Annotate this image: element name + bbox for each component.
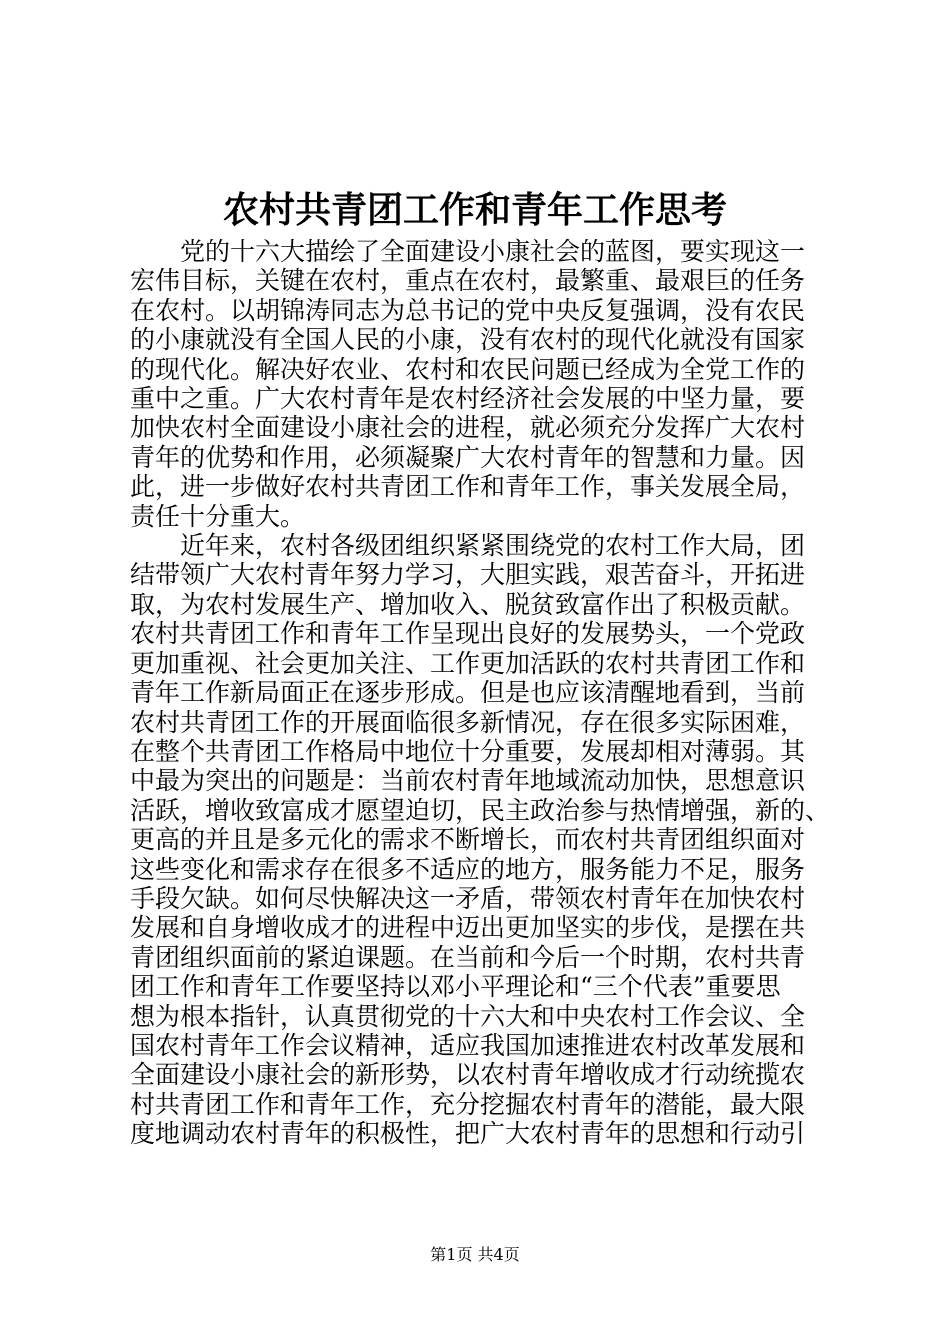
text-line: 的现代化。解决好农业、农村和农民问题已经成为全党工作的	[130, 354, 806, 384]
text-line: 结带领广大农村青年努力学习，大胆实践，艰苦奋斗，开拓进	[130, 560, 806, 590]
text-line: 全面建设小康社会的新形势，以农村青年增收成才行动统揽农	[130, 1060, 806, 1090]
text-line: 青年工作新局面正在逐步形成。但是也应该清醒地看到，当前	[130, 678, 806, 708]
text-line: 中最为突出的问题是：当前农村青年地域流动加快，思想意识	[130, 766, 806, 796]
text-line: 度地调动农村青年的积极性，把广大农村青年的思想和行动引	[130, 1119, 806, 1149]
text-line: 农村共青团工作和青年工作呈现出良好的发展势头，一个党政	[130, 619, 806, 649]
text-line: 活跃，增收致富成才愿望迫切，民主政治参与热情增强，新的、	[130, 795, 831, 825]
text-line: 党的十六大描绘了全面建设小康社会的蓝图，要实现这一	[180, 237, 806, 266]
text-line: 在整个共青团工作格局中地位十分重要，发展却相对薄弱。其	[130, 736, 806, 766]
text-line: 青团组织面前的紧迫课题。在当前和今后一个时期，农村共青	[130, 942, 806, 972]
text-line: 的小康就没有全国人民的小康，没有农村的现代化就没有国家	[130, 325, 806, 355]
text-line: 这些变化和需求存在很多不适应的地方，服务能力不足，服务	[130, 854, 806, 884]
text-line: 国农村青年工作会议精神，适应我国加速推进农村改革发展和	[130, 1030, 806, 1060]
page-footer: 第1页 共4页	[430, 1245, 520, 1264]
text-line: 发展和自身增收成才的进程中迈出更加坚实的步伐，是摆在共	[130, 913, 806, 943]
text-line: 团工作和青年工作要坚持以邓小平理论和“三个代表”重要思	[130, 972, 781, 1002]
text-line: 在农村。以胡锦涛同志为总书记的党中央反复强调，没有农民	[130, 295, 806, 325]
text-line: 近年来，农村各级团组织紧紧围绕党的农村工作大局，团	[180, 531, 806, 561]
text-line: 村共青团工作和青年工作，充分挖掘农村青年的潜能，最大限	[130, 1089, 806, 1119]
text-line: 更高的并且是多元化的需求不断增长，而农村共青团组织面对	[130, 825, 806, 855]
text-line: 此，进一步做好农村共青团工作和青年工作，事关发展全局，	[130, 472, 806, 502]
text-line: 青年的优势和作用，必须凝聚广大农村青年的智慧和力量。因	[130, 442, 806, 472]
text-line: 加快农村全面建设小康社会的进程，就必须充分发挥广大农村	[130, 413, 806, 443]
text-line: 取，为农村发展生产、增加收入、脱贫致富作出了积极贡献。	[130, 589, 806, 619]
text-line: 更加重视、社会更加关注、工作更加活跃的农村共青团工作和	[130, 648, 806, 678]
text-line: 农村共青团工作的开展面临很多新情况，存在很多实际困难，	[130, 707, 806, 737]
document-body	[130, 237, 830, 1149]
text-line: 责任十分重大。	[130, 501, 306, 531]
document-title: 农村共青团工作和青年工作思考	[222, 189, 727, 231]
text-line: 手段欠缺。如何尽快解决这一矛盾，带领农村青年在加快农村	[130, 883, 806, 913]
text-line: 重中之重。广大农村青年是农村经济社会发展的中坚力量，要	[130, 384, 806, 414]
text-line: 宏伟目标，关键在农村，重点在农村，最繁重、最艰巨的任务	[130, 266, 806, 296]
text-line: 想为根本指针，认真贯彻党的十六大和中央农村工作会议、全	[130, 1001, 806, 1031]
